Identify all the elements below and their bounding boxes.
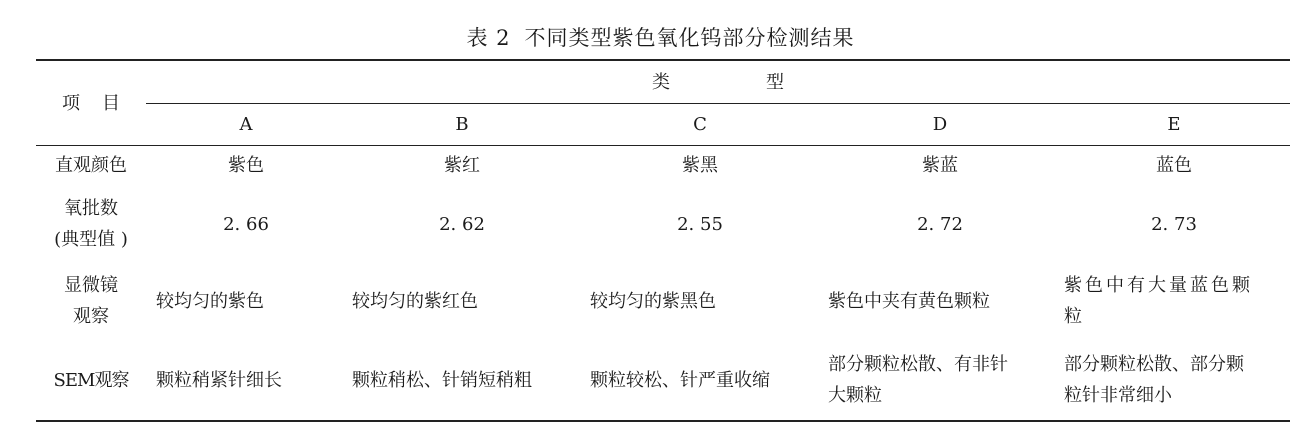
table-number: 表 2	[466, 26, 511, 50]
cell-microscope-c: 较均匀的紫黑色	[590, 290, 716, 312]
cell-color-b: 紫红	[444, 154, 480, 176]
cell-color-a: 紫色	[228, 154, 264, 176]
cell-microscope-e	[1064, 266, 1290, 336]
cell-oxygen-d: 2. 72	[917, 213, 963, 235]
cell-oxygen-c: 2. 55	[677, 213, 723, 235]
cell-oxygen-b: 2. 62	[439, 213, 485, 235]
cell-oxygen-a: 2. 66	[223, 213, 269, 235]
table-bottom-rule	[36, 420, 1290, 422]
cell-sem-e	[1064, 344, 1290, 416]
cell-microscope-b: 较均匀的紫红色	[352, 290, 478, 312]
row-label-oxygen-line-1: 氧批数	[64, 198, 118, 219]
cell-oxygen-e: 2. 73	[1151, 213, 1197, 235]
cell-microscope-a: 较均匀的紫色	[156, 290, 264, 312]
table-title: 不同类型紫色氧化钨部分检测结果	[524, 26, 855, 50]
cell-sem-a: 颗粒稍紧针细长	[156, 369, 282, 391]
column-header-a: A	[239, 114, 253, 135]
cell-sem-b: 颗粒稍松、针销短稍粗	[352, 369, 532, 391]
cell-sem-d-line-2: 大颗粒	[828, 385, 882, 406]
cell-microscope-e-line-2: 粒	[1064, 306, 1082, 327]
column-header-d: D	[932, 114, 948, 135]
row-label-microscope-line-1: 显微镜	[64, 275, 118, 296]
cell-color-e: 蓝色	[1156, 154, 1192, 176]
column-header-b: B	[455, 114, 469, 135]
header-group-char-1: 类	[652, 71, 670, 93]
row-label-microscope	[36, 266, 146, 336]
header-item-char-1: 项	[62, 92, 80, 114]
header-group-char-2: 型	[766, 71, 784, 93]
column-header-c: C	[693, 114, 707, 135]
header-item	[36, 61, 146, 145]
cell-sem-c: 颗粒较松、针严重收缩	[590, 369, 770, 391]
header-item-char-2: 目	[102, 92, 120, 114]
cell-microscope-d: 紫色中夹有黄色颗粒	[828, 290, 990, 312]
cell-sem-e-line-2: 粒针非常细小	[1064, 385, 1172, 406]
cell-color-c: 紫黑	[682, 154, 718, 176]
row-label-microscope-line-2: 观察	[73, 306, 109, 327]
row-label-color: 直观颜色	[55, 154, 127, 176]
header-group-type	[146, 61, 1290, 103]
row-label-oxygen-index	[36, 186, 146, 262]
column-header-e: E	[1167, 114, 1181, 135]
cell-sem-d-line-1: 部分颗粒松散、有非针	[828, 354, 1008, 375]
table-caption	[0, 22, 1313, 52]
cell-sem-d	[828, 344, 1058, 416]
cell-sem-e-line-1: 部分颗粒松散、部分颗	[1064, 354, 1244, 375]
row-label-sem: SEM观察	[53, 369, 129, 391]
cell-microscope-e-line-1: 紫色中有大量蓝色颗	[1064, 275, 1253, 296]
row-label-oxygen-line-2: (典型值 )	[54, 229, 128, 250]
cell-color-d: 紫蓝	[922, 154, 958, 176]
